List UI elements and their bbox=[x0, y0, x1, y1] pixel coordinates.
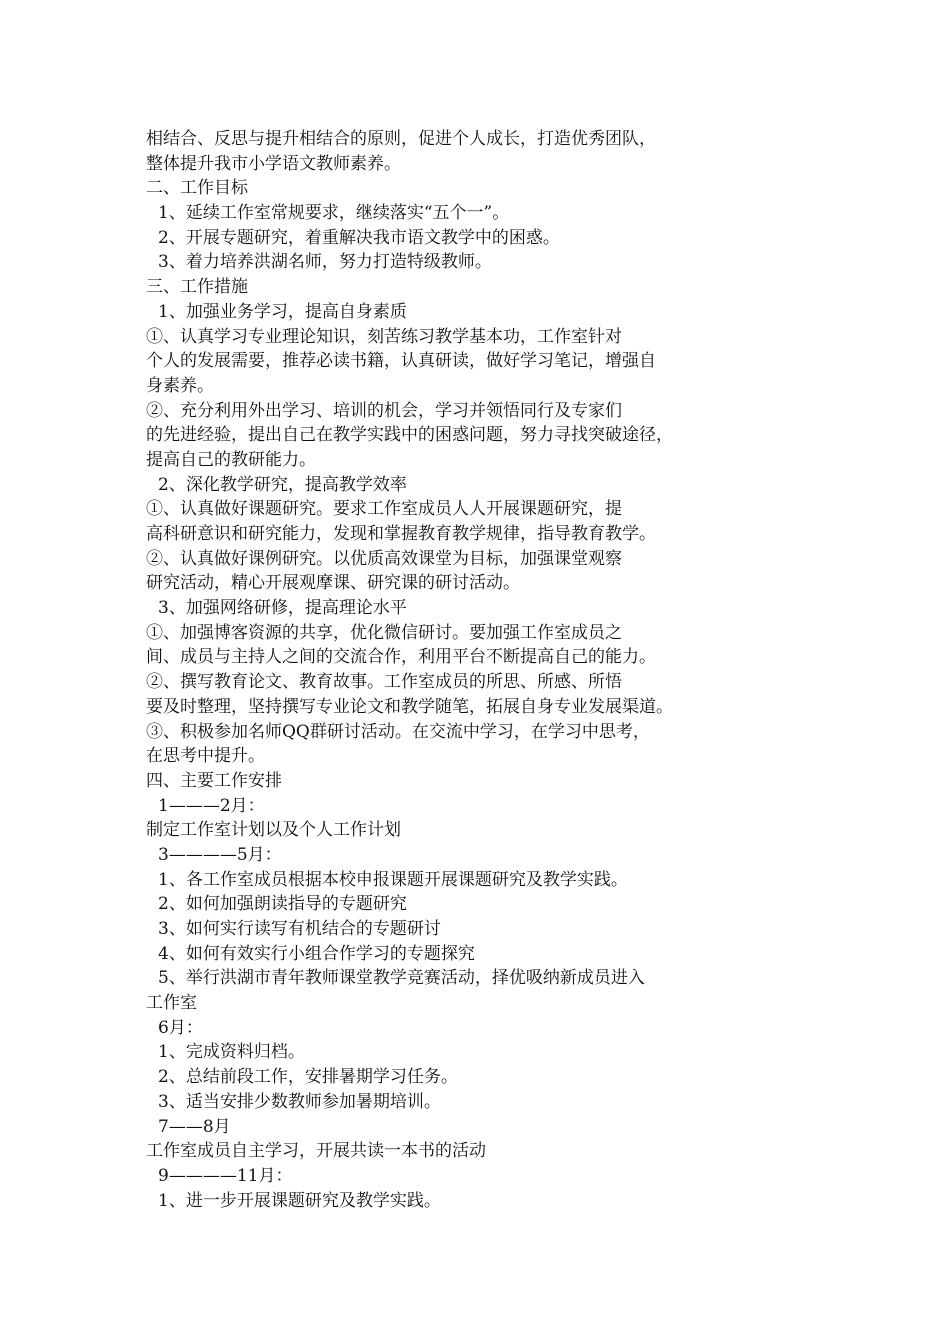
text-line: 7——8月 bbox=[158, 1116, 231, 1137]
text-line: ①、认真做好课题研究。要求工作室成员人人开展课题研究，提 bbox=[146, 499, 622, 520]
text-line: 3、适当安排少数教师参加暑期培训。 bbox=[158, 1091, 441, 1112]
text-line: 1、加强业务学习，提高自身素质 bbox=[158, 301, 407, 322]
text-line: 要及时整理，坚持撰写专业论文和教学随笔，拓展自身专业发展渠道。 bbox=[146, 696, 673, 717]
text-line: ③、积极参加名师QQ群研讨活动。在交流中学习，在学习中思考， bbox=[146, 721, 650, 742]
text-line: 间、成员与主持人之间的交流合作，利用平台不断提高自己的能力。 bbox=[146, 647, 656, 668]
text-line: ①、认真学习专业理论知识，刻苦练习教学基本功，工作室针对 bbox=[146, 326, 622, 347]
text-line: 9————11月： bbox=[158, 1165, 293, 1186]
text-line: ①、加强博客资源的共享，优化微信研讨。要加强工作室成员之 bbox=[146, 622, 622, 643]
text-line: 4、如何有效实行小组合作学习的专题探究 bbox=[158, 943, 475, 964]
text-line: 1、各工作室成员根据本校申报课题开展课题研究及教学实践。 bbox=[158, 869, 628, 890]
text-line: ②、撰写教育论文、教育故事。工作室成员的所思、所感、所悟 bbox=[146, 672, 622, 693]
text-line: 整体提升我市小学语文教师素养。 bbox=[146, 153, 401, 174]
text-line: 二、工作目标 bbox=[146, 178, 248, 199]
text-line: 身素养。 bbox=[146, 375, 214, 396]
text-line: 高科研意识和研究能力，发现和掌握教育教学规律，指导教育教学。 bbox=[146, 524, 656, 544]
text-line: 5、举行洪湖市青年教师课堂教学竞赛活动，择优吸纳新成员进入 bbox=[158, 968, 645, 989]
text-line: 2、如何加强朗读指导的专题研究 bbox=[158, 894, 407, 915]
text-line: 四、主要工作安排 bbox=[146, 770, 282, 791]
text-line: 1、进一步开展课题研究及教学实践。 bbox=[158, 1190, 441, 1211]
text-line: 提高自己的教研能力。 bbox=[146, 449, 316, 470]
text-line: 1、延续工作室常规要求，继续落实“五个一”。 bbox=[158, 203, 510, 224]
text-line: 制定工作室计划以及个人工作计划 bbox=[146, 820, 401, 841]
text-line: 3、加强网络研修，提高理论水平 bbox=[158, 598, 407, 619]
text-line: ②、认真做好课例研究。以优质高效课堂为目标，加强课堂观察 bbox=[146, 548, 622, 569]
text-line: 三、工作措施 bbox=[146, 277, 248, 298]
text-line: 工作室 bbox=[146, 993, 197, 1014]
text-line: 2、总结前段工作，安排暑期学习任务。 bbox=[158, 1067, 458, 1088]
text-line: 6月： bbox=[158, 1017, 203, 1038]
text-line: 1———2月： bbox=[158, 795, 265, 816]
text-line: 研究活动，精心开展观摩课、研究课的研讨活动。 bbox=[146, 573, 520, 594]
text-line: 相结合、反思与提升相结合的原则，促进个人成长，打造优秀团队， bbox=[146, 129, 656, 149]
text-line: ②、充分利用外出学习、培训的机会，学习并领悟同行及专家们 bbox=[146, 400, 622, 421]
text-line: 3————5月： bbox=[158, 844, 282, 865]
text-line: 3、着力培养洪湖名师，努力打造特级教师。 bbox=[158, 252, 492, 273]
document-body bbox=[146, 127, 766, 1213]
text-line: 3、如何实行读写有机结合的专题研讨 bbox=[158, 919, 441, 939]
text-line: 2、开展专题研究，着重解决我市语文教学中的困惑。 bbox=[158, 227, 560, 248]
text-line: 工作室成员自主学习，开展共读一本书的活动 bbox=[146, 1141, 486, 1162]
text-line: 在思考中提升。 bbox=[146, 746, 265, 767]
text-line: 的先进经验，提出自己在教学实践中的困惑问题，努力寻找突破途径， bbox=[146, 425, 673, 446]
text-line: 2、深化教学研究，提高教学效率 bbox=[158, 474, 407, 495]
text-line: 个人的发展需要，推荐必读书籍，认真研读，做好学习笔记，增强自 bbox=[146, 351, 656, 372]
text-line: 1、完成资料归档。 bbox=[158, 1042, 305, 1063]
